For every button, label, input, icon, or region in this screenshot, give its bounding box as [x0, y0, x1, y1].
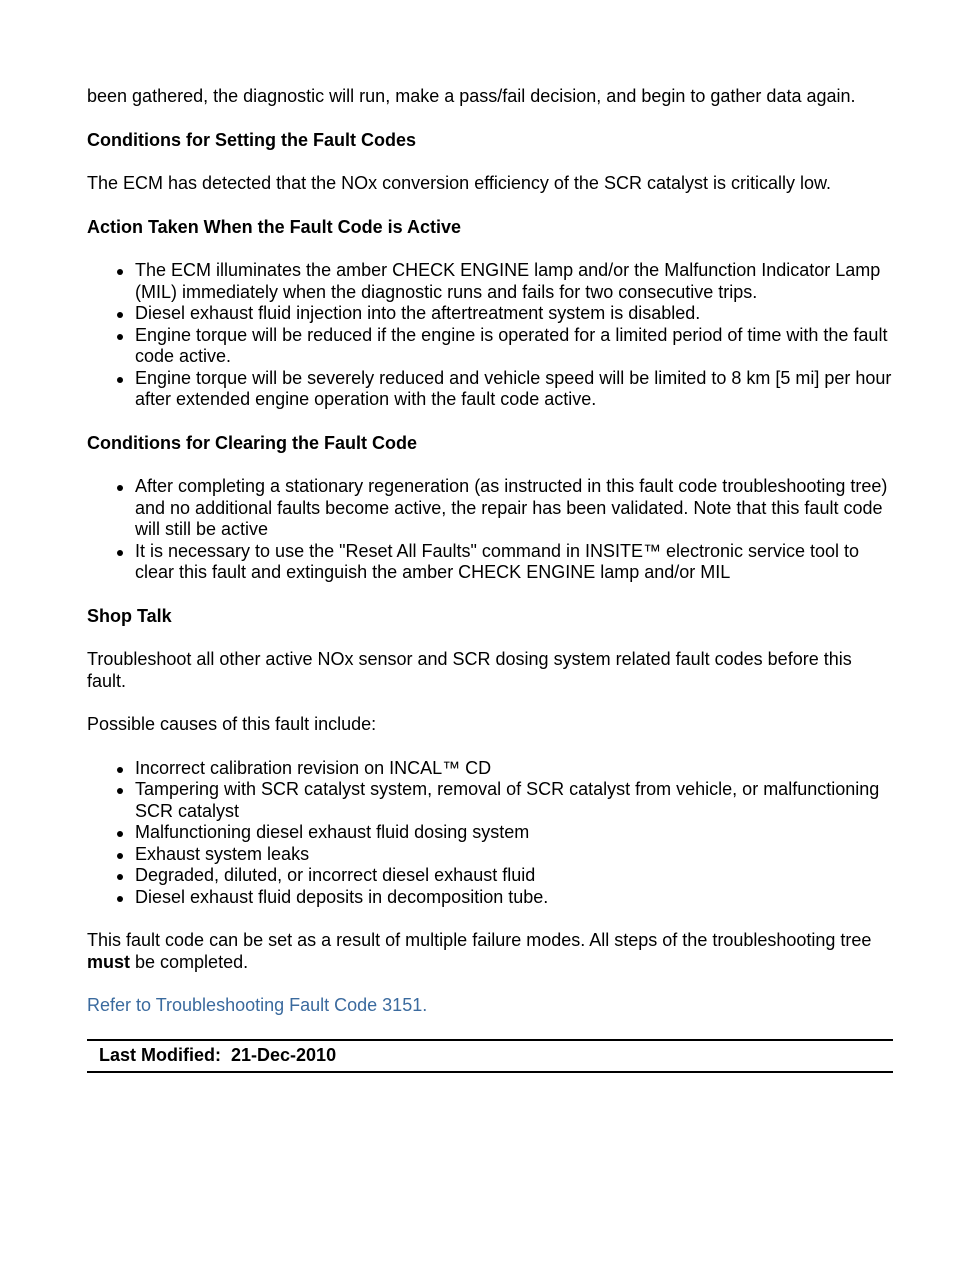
conditions-clearing-list [87, 476, 893, 584]
conditions-setting-heading: Conditions for Setting the Fault Codes [87, 129, 416, 150]
failure-modes-paragraph [87, 930, 893, 973]
possible-causes-list [87, 758, 893, 909]
troubleshooting-link[interactable]: Refer to Troubleshooting Fault Code 3151. [87, 995, 428, 1015]
last-modified-label: Last Modified: [99, 1044, 221, 1065]
intro-paragraph: been gathered, the diagnostic will run, make a pass/fail decision, and begin to gather data again. [87, 86, 856, 106]
list-item: Engine torque will be severely reduced and vehicle speed will be limited to 8 km [5 mi] per hour after extended engine operation with the fault code active. [135, 367, 892, 409]
list-item: Degraded, diluted, or incorrect diesel exhaust fluid [135, 865, 893, 887]
action-taken-heading: Action Taken When the Fault Code is Active [87, 216, 462, 237]
list-item: After completing a stationary regeneration (as instructed in this fault code troubleshooting tree) and no additional faults become active, the repair has been validated. Note that this fault code will still be active [135, 476, 893, 541]
list-item: Diesel exhaust fluid injection into the aftertreatment system is disabled. [135, 303, 893, 325]
list-item: The ECM illuminates the amber CHECK ENGINE lamp and/or the Malfunction Indicator Lamp (MIL) immediately when the diagnostic runs and fails for two consecutive trips. [135, 260, 893, 303]
refer-paragraph [87, 995, 893, 1017]
shop-talk-text: Troubleshoot all other active NOx sensor and SCR dosing system related fault codes before this fault. [87, 649, 852, 691]
list-item: Tampering with SCR catalyst system, removal of SCR catalyst from vehicle, or malfunctioning SCR catalyst [135, 779, 893, 822]
last-modified-date: 21-Dec-2010 [231, 1044, 337, 1065]
list-item: Malfunctioning diesel exhaust fluid dosing system [135, 822, 893, 844]
conditions-clearing-heading: Conditions for Clearing the Fault Code [87, 432, 417, 453]
document-page [87, 86, 893, 1073]
list-item: Incorrect calibration revision on INCAL™ CD [135, 758, 893, 780]
last-modified-bar [87, 1039, 893, 1073]
failure-modes-text-end: be completed. [130, 951, 249, 972]
failure-modes-emphasis: must [87, 951, 131, 972]
shop-talk-heading: Shop Talk [87, 605, 172, 626]
possible-causes-intro: Possible causes of this fault include: [87, 714, 377, 734]
action-taken-list [87, 260, 893, 411]
conditions-setting-text: The ECM has detected that the NOx conversion efficiency of the SCR catalyst is critically low. [87, 173, 831, 193]
list-item: Diesel exhaust fluid deposits in decomposition tube. [135, 887, 893, 909]
failure-modes-text-start: This fault code can be set as a result of multiple failure modes. All steps of the troubleshooting tree [87, 930, 872, 950]
list-item: Exhaust system leaks [135, 844, 893, 866]
list-item: It is necessary to use the "Reset All Faults" command in INSITE™ electronic service tool to clear this fault and extinguish the amber CHECK ENGINE lamp and/or MIL [135, 541, 893, 584]
list-item: Engine torque will be reduced if the engine is operated for a limited period of time with the fault code active. [135, 325, 893, 368]
